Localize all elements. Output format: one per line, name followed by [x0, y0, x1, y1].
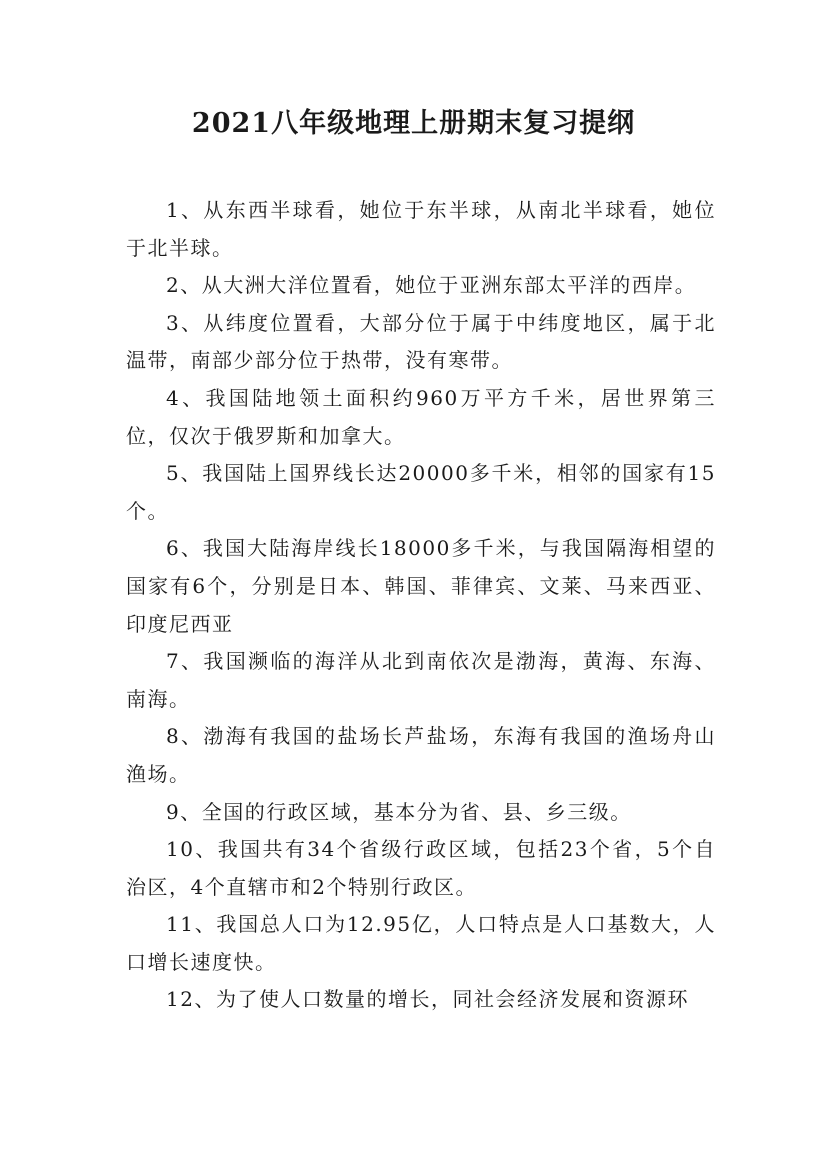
paragraph-3: 3、从纬度位置看，大部分位于属于中纬度地区，属于北温带，南部少部分位于热带，没有寒带。	[126, 310, 716, 373]
paragraph-9: 9、全国的行政区域，基本分为省、县、乡三级。	[166, 799, 632, 824]
document-title: 2021八年级地理上册期末复习提纲	[191, 108, 636, 139]
paragraph-12: 12、为了使人口数量的增长，同社会经济发展和资源环	[166, 987, 689, 1012]
paragraph-6: 6、我国大陆海岸线长18000多千米，与我国隔海相望的国家有6个，分别是日本、韩国、菲律宾、文莱、马来西亚、印度尼西亚	[126, 536, 716, 636]
paragraph-10: 10、我国共有34个省级行政区域，包括23个省，5个自治区，4个直辖市和2个特别行政区。	[126, 837, 716, 899]
paragraph-7: 7、我国濒临的海洋从北到南依次是渤海，黄海、东海、南海。	[126, 649, 716, 711]
paragraph-11: 11、我国总人口为12.95亿，人口特点是人口基数大，人口增长速度快。	[126, 912, 716, 974]
paragraph-1: 1、从东西半球看，她位于东半球，从南北半球看，她位于北半球。	[126, 198, 716, 260]
paragraph-2: 2、从大洲大洋位置看，她位于亚洲东部太平洋的西岸。	[166, 273, 697, 298]
paragraph-8: 8、渤海有我国的盐场长芦盐场，东海有我国的渔场舟山渔场。	[126, 724, 716, 786]
paragraph-5: 5、我国陆上国界线长达20000多千米，相邻的国家有15个。	[126, 461, 716, 523]
paragraph-4: 4、我国陆地领土面积约960万平方千米，居世界第三位，仅次于俄罗斯和加拿大。	[126, 385, 716, 448]
document-body	[126, 192, 716, 1019]
